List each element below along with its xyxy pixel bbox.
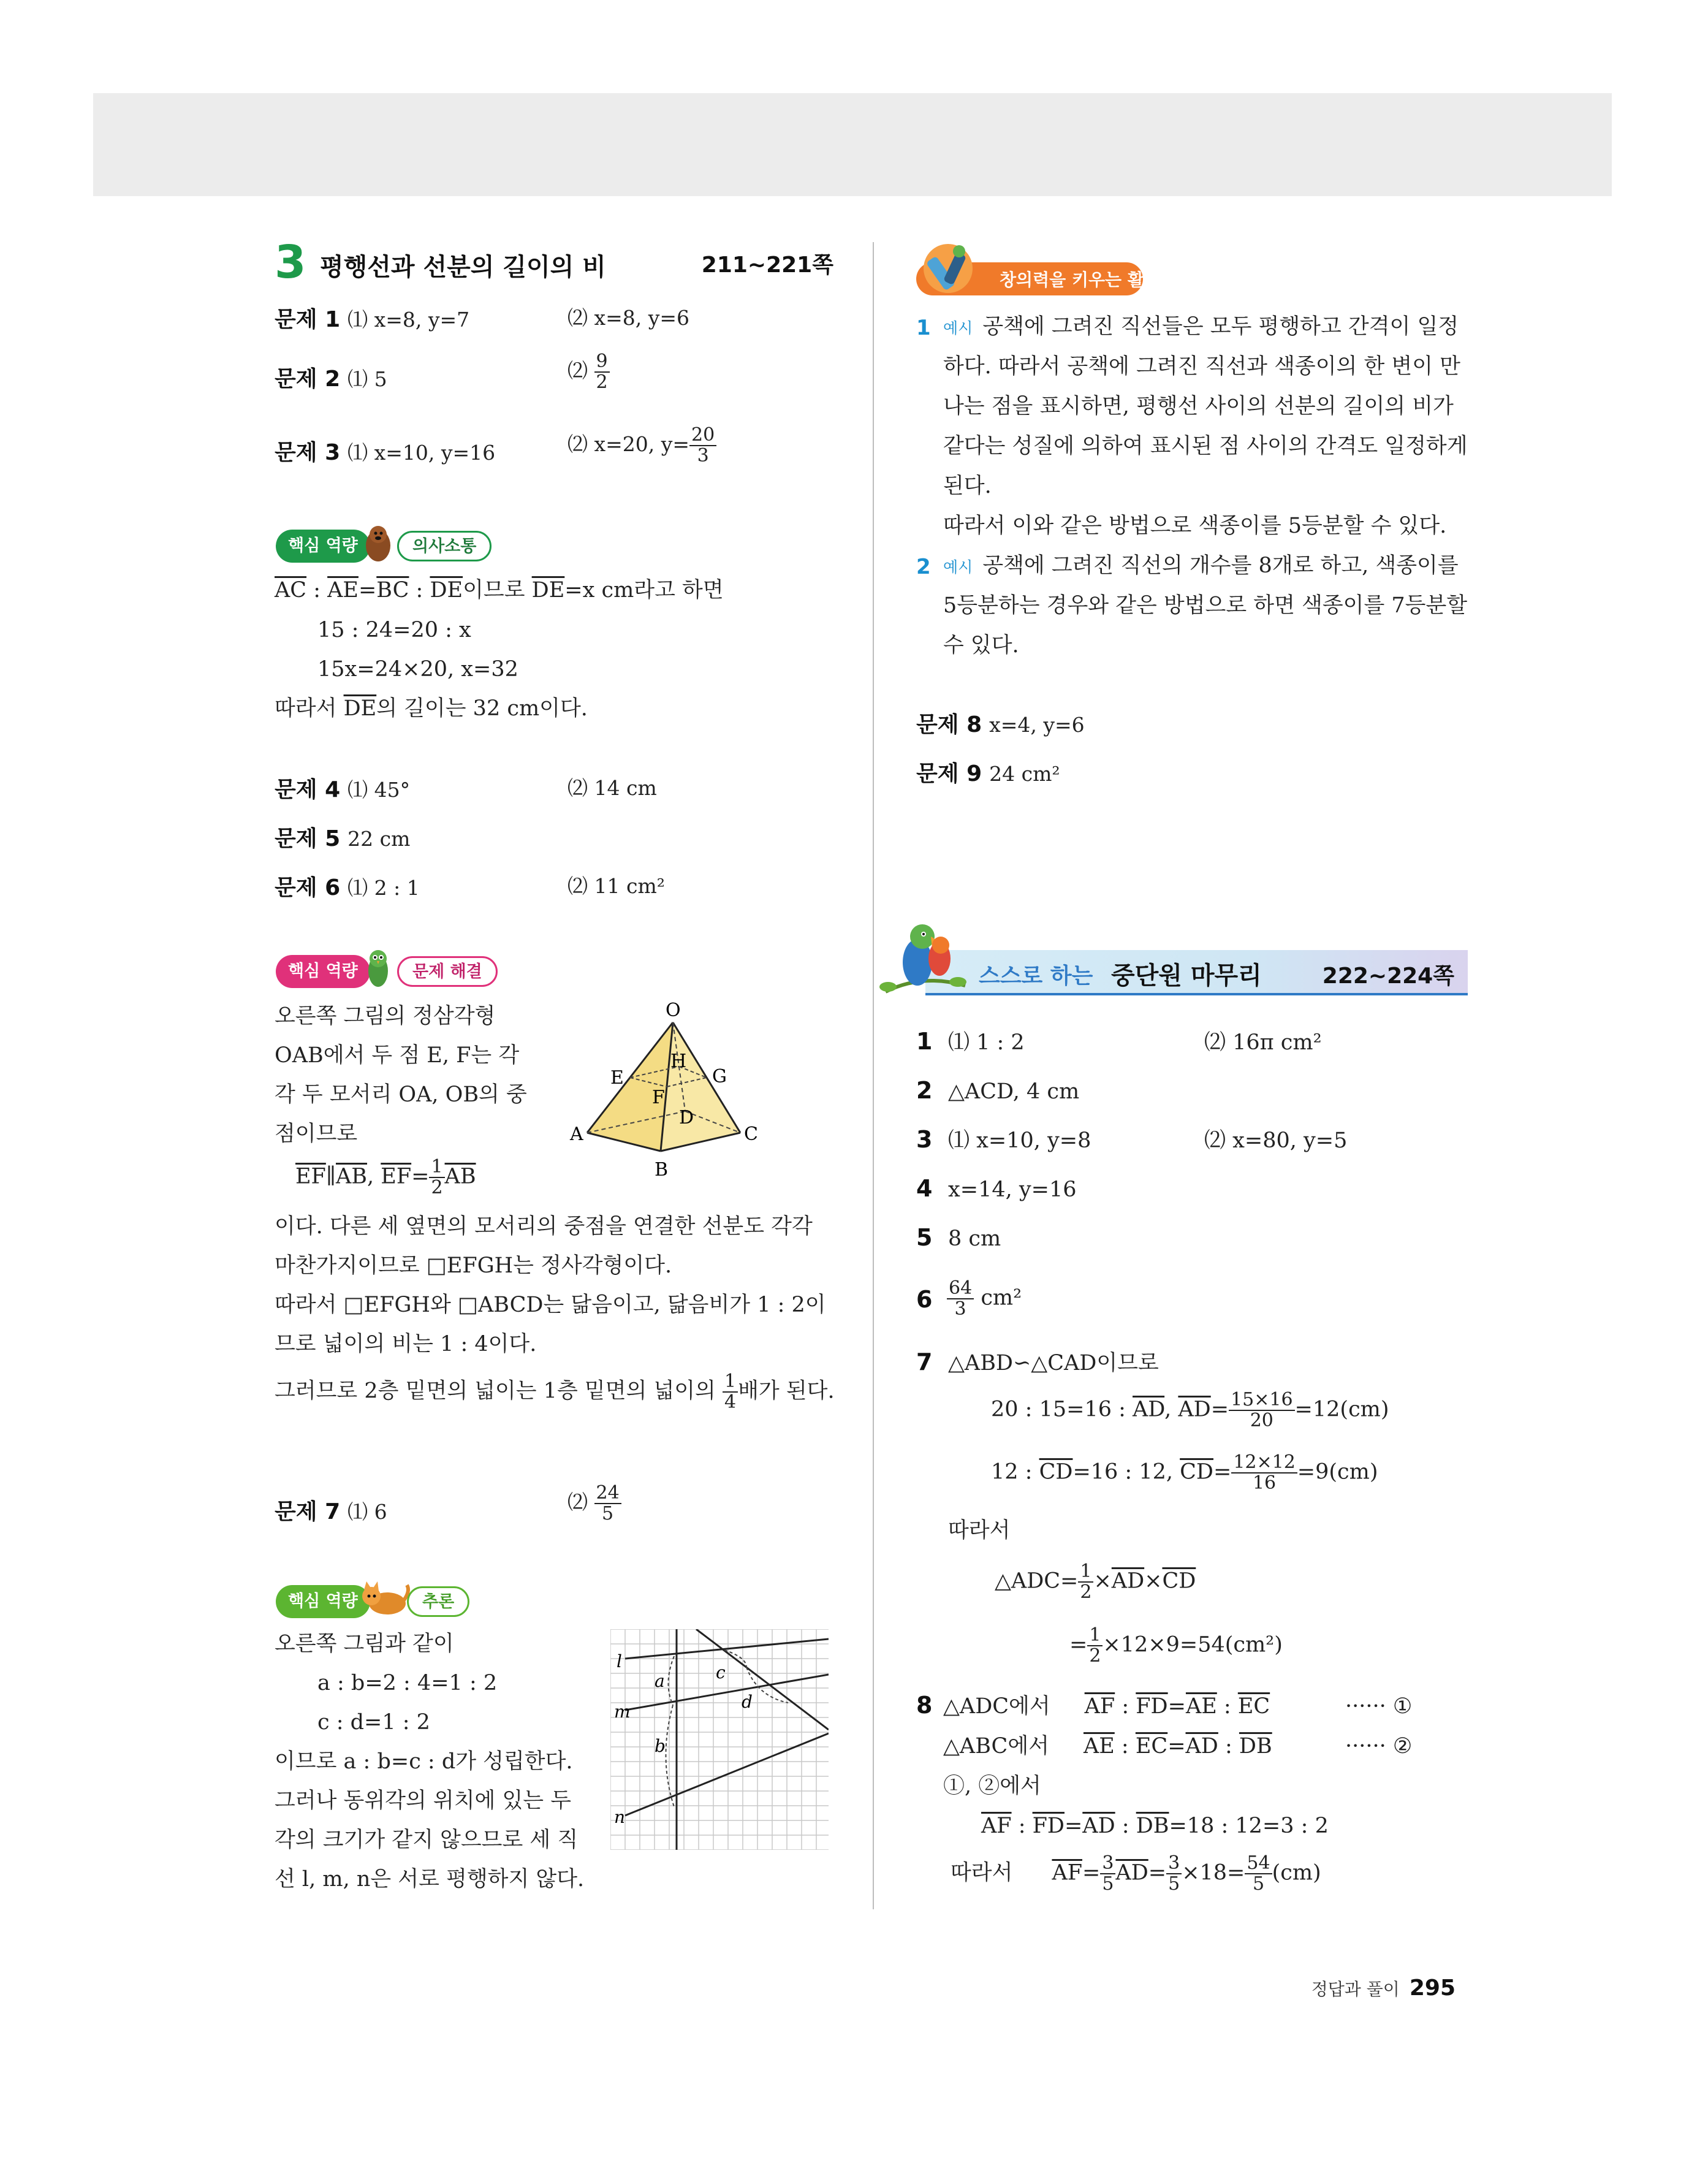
numerator: 3: [1100, 1854, 1115, 1874]
segment: $\overline{CD}$: [1162, 1569, 1196, 1594]
banner-text: 창의력을 키우는 활동: [1000, 270, 1161, 290]
segment: $\overline{EF}$: [381, 1164, 412, 1189]
text: ×: [1093, 1569, 1112, 1594]
fraction: [594, 1483, 621, 1524]
solve-line-8: 따라서 □EFGH와 □ABCD는 닮음이고, 닮음비가 1 : 2이: [275, 1293, 826, 1317]
text: ,: [1164, 1397, 1179, 1422]
review-8-mark-2: ······ ②: [1345, 1734, 1413, 1759]
answer-prefix: ⑵ x=20, y=: [567, 432, 690, 456]
problem-7: [275, 1482, 620, 1526]
text: :: [1115, 1814, 1136, 1838]
problem-label: 문제 7: [275, 1499, 341, 1524]
answer-2: ⑵ 14 cm: [567, 776, 657, 800]
problem-label: 문제 6: [275, 875, 341, 900]
fraction: [1245, 1854, 1272, 1894]
fraction: [429, 1157, 444, 1198]
text: =: [1167, 1694, 1186, 1719]
answer-2: ⑵ 11 cm²: [567, 874, 665, 898]
denominator: 3: [954, 1298, 966, 1320]
problem-label: 문제 4: [275, 777, 341, 802]
problem-label: 문제 8: [916, 712, 982, 737]
numerator: 1: [429, 1157, 444, 1178]
segment: $\overline{AE}$: [1083, 1734, 1115, 1759]
segment: $\overline{FD}$: [1136, 1694, 1168, 1719]
answer-2: ⑵ x=8, y=6: [567, 306, 690, 330]
text: =: [358, 578, 377, 603]
creative-activity-banner: [916, 238, 1161, 299]
cat-mascot-icon: [359, 1576, 411, 1619]
fraction: [1100, 1854, 1115, 1894]
label-H: H: [670, 1051, 687, 1072]
review-title: 중단원 마무리: [1111, 962, 1262, 990]
answer-1: ⑴ 2 : 1: [347, 876, 420, 900]
activity-2-line-3: 수 있다.: [943, 633, 1019, 658]
review-8-line-5: [951, 1854, 1321, 1903]
text: ×: [1144, 1569, 1163, 1594]
numerator: 1: [723, 1372, 738, 1393]
review-prefix: 스스로 하는: [979, 964, 1093, 989]
fraction: [594, 352, 610, 392]
numerator: 64: [947, 1279, 974, 1299]
text: =18 : 12=3 : 2: [1169, 1814, 1329, 1838]
problem-1: [275, 302, 690, 333]
pencil-mascot-icon: [916, 238, 984, 299]
badge-left: 핵심 역량: [276, 955, 370, 988]
reason-line-1: 오른쪽 그림과 같이: [275, 1632, 454, 1656]
text: =: [1082, 1860, 1101, 1885]
reason-line-4: 이므로 a : b=c : d가 성립한다.: [275, 1749, 573, 1774]
core-skill-badge-problem-solving: [276, 955, 496, 989]
problem-8: [916, 707, 1085, 739]
answer-1: ⑴ 5: [347, 367, 387, 391]
text: :: [409, 578, 430, 603]
denominator: 2: [431, 1177, 443, 1198]
numerator: 1: [1087, 1626, 1103, 1646]
review-6-number: 6: [916, 1286, 933, 1313]
answer-1: ⑴ 45°: [347, 778, 411, 802]
review-4-a: x=14, y=16: [948, 1177, 1077, 1202]
badge-right: 문제 해결: [397, 956, 498, 987]
review-pages: 222~224쪽: [1322, 964, 1454, 989]
activity-1-line-5: 된다.: [943, 474, 992, 498]
problem-label: 문제 9: [916, 761, 982, 786]
fraction: [1078, 1562, 1093, 1602]
denominator: 4: [724, 1391, 737, 1413]
header-band: [93, 93, 1612, 196]
fraction: [947, 1279, 974, 1319]
unit: cm²: [981, 1285, 1022, 1310]
communication-line-4: [275, 696, 588, 721]
reason-line-6: 각의 크기가 같지 않으므로 세 직: [275, 1828, 579, 1852]
activity-1-line-6: 따라서 이와 같은 방법으로 색종이를 5등분할 수 있다.: [943, 514, 1447, 538]
segment: $\overline{AD}$: [1133, 1397, 1165, 1422]
section-number: 3: [275, 236, 306, 289]
label-O: O: [666, 1000, 681, 1021]
solve-line-10: [275, 1372, 835, 1418]
fraction: [1231, 1453, 1297, 1493]
activity-1-line-3: 나는 점을 표시하면, 평행선 사이의 선분의 길이의 비가: [943, 394, 1454, 419]
review-8-mark-1: ······ ①: [1345, 1694, 1413, 1719]
text: :: [1114, 1734, 1136, 1759]
answer: x=4, y=6: [989, 713, 1085, 737]
review-2-number: 2: [916, 1077, 933, 1104]
segment: $\overline{AD}$: [1115, 1860, 1148, 1885]
section-title: 평행선과 선분의 길이의 비: [320, 253, 606, 281]
segment: $\overline{CD}$: [1180, 1459, 1213, 1485]
text: =: [1069, 1632, 1088, 1657]
text: =: [1148, 1860, 1167, 1885]
label-A: A: [570, 1124, 583, 1145]
review-1-number: 1: [916, 1028, 933, 1055]
text: =16 : 12,: [1072, 1459, 1180, 1485]
solve-line-2: OAB에서 두 점 E, F는 각: [275, 1043, 520, 1068]
denominator: 2: [1080, 1581, 1092, 1603]
answer-2: [567, 1483, 621, 1524]
text: 따라서: [275, 696, 344, 721]
badge-left: 핵심 역량: [276, 530, 370, 563]
segment: $\overline{AC}$: [275, 578, 307, 603]
text: :: [306, 578, 328, 603]
numerator: 20: [689, 425, 716, 446]
denominator: 5: [1102, 1873, 1114, 1895]
segment: $\overline{BC}$: [376, 578, 409, 603]
review-7-therefore: 따라서: [948, 1518, 1011, 1543]
review-3-a: ⑴ x=10, y=8: [948, 1128, 1091, 1153]
review-8-line-3: ①, ②에서: [943, 1774, 1041, 1798]
text: 그러므로 2층 밑면의 넓이는 1층 밑면의 넓이의: [275, 1379, 723, 1404]
text: ×18=: [1182, 1860, 1245, 1885]
label-G: G: [712, 1066, 727, 1087]
segment: $\overline{EC}$: [1135, 1734, 1168, 1759]
core-skill-badge-reasoning: [276, 1585, 484, 1619]
segment: $\overline{DB}$: [1136, 1814, 1169, 1838]
solve-line-1: 오른쪽 그림의 정삼각형: [275, 1004, 496, 1029]
review-7-number: 7: [916, 1348, 933, 1375]
text: 공책에 그려진 직선들은 모두 평행하고 간격이 일정: [982, 314, 1459, 339]
problem-label: 문제 3: [275, 440, 341, 465]
text: =: [1064, 1814, 1083, 1838]
problem-label: 문제 2: [275, 367, 341, 392]
problem-3: [275, 424, 715, 466]
segment: $\overline{FD}$: [1032, 1814, 1065, 1838]
answer-2: [567, 425, 716, 466]
text: :: [1218, 1734, 1239, 1759]
solve-line-5: [295, 1157, 476, 1200]
text: =x cm라고 하면: [564, 578, 724, 603]
segment: $\overline{EF}$: [295, 1164, 326, 1189]
review-6-a: [947, 1279, 1022, 1323]
answer: 24 cm²: [989, 762, 1060, 786]
label-B: B: [655, 1159, 669, 1181]
denominator: 20: [1250, 1410, 1273, 1431]
label-l: l: [617, 1651, 622, 1671]
review-8-number: 8: [916, 1692, 933, 1719]
problem-label: 문제 1: [275, 307, 341, 332]
review-2-a: △ACD, 4 cm: [948, 1079, 1080, 1104]
solve-line-3: 각 두 모서리 OA, OB의 중: [275, 1082, 527, 1107]
review-8-line-2: [943, 1733, 1272, 1759]
label-b: b: [655, 1736, 666, 1756]
segment: $\overline{AD}$: [1178, 1397, 1211, 1422]
answer-prefix: ⑵: [567, 359, 588, 382]
segment: $\overline{AD}$: [1082, 1814, 1115, 1838]
text: ,: [367, 1164, 381, 1189]
denominator: 3: [697, 445, 709, 466]
text: 이므로: [463, 578, 532, 603]
text: ×12×9=54(cm²): [1103, 1632, 1283, 1657]
problem-9: [916, 756, 1060, 788]
text: 공책에 그려진 직선의 개수를 8개로 하고, 색종이를: [982, 553, 1459, 578]
answer-2: [567, 352, 610, 392]
footer-label: 정답과 풀이: [1311, 1979, 1400, 1999]
reason-line-3: c : d=1 : 2: [317, 1710, 430, 1735]
review-8-line-1: [943, 1694, 1270, 1719]
review-1-b: ⑵ 16π cm²: [1204, 1030, 1322, 1055]
review-7-eq-1: [991, 1390, 1389, 1437]
numerator: 3: [1166, 1854, 1182, 1874]
text: :: [1216, 1694, 1238, 1719]
communication-line-2: 15 : 24=20 : x: [317, 618, 471, 642]
segment: $\overline{CD}$: [1039, 1459, 1073, 1485]
numerator: 24: [594, 1483, 621, 1504]
text: =: [1210, 1397, 1229, 1422]
review-1-a: ⑴ 1 : 2: [948, 1030, 1025, 1055]
text: △ADC=: [995, 1569, 1079, 1594]
text: 20 : 15=16 :: [991, 1397, 1133, 1422]
page-number: 295: [1409, 1976, 1456, 2001]
review-7-eq-3: [995, 1562, 1196, 1608]
page-footer: [1311, 1976, 1456, 2001]
core-skill-badge-communication: [276, 530, 484, 564]
answer-1: ⑴ 6: [347, 1500, 387, 1524]
segment: $\overline{AD}$: [1111, 1569, 1145, 1594]
activity-1-line-1: [943, 314, 1459, 341]
review-8-line-4: [981, 1813, 1329, 1839]
text: :: [1115, 1694, 1136, 1719]
label-C: C: [744, 1124, 758, 1145]
label-c: c: [716, 1662, 726, 1683]
activity-1-line-2: 하다. 따라서 공책에 그려진 직선과 색종이의 한 변이 만: [943, 354, 1460, 379]
review-7-eq-4: [1069, 1626, 1283, 1672]
communication-line-3: 15x=24×20, x=32: [317, 657, 518, 682]
parrot-mascot-icon: [879, 918, 971, 1004]
pyramid-figure: [563, 998, 832, 1194]
arc-b: [666, 1705, 674, 1807]
bird-mascot-icon: [359, 946, 397, 989]
segment: $\overline{DE}$: [430, 578, 463, 603]
text: (cm): [1272, 1860, 1321, 1885]
answer-1: ⑴ x=10, y=16: [347, 441, 496, 465]
dog-mascot-icon: [359, 521, 397, 564]
label-n: n: [614, 1807, 626, 1827]
text: 12 :: [991, 1459, 1039, 1485]
problem-6: [275, 870, 665, 902]
grid-lines-figure: [610, 1629, 829, 1850]
review-3-b: ⑵ x=80, y=5: [1204, 1128, 1348, 1153]
problem-label: 문제 5: [275, 826, 341, 851]
text: =: [411, 1164, 430, 1189]
activity-2-line-1: [943, 553, 1459, 580]
answer-prefix: ⑵: [567, 1490, 588, 1514]
label-F: F: [652, 1087, 665, 1108]
solve-line-4: 점이므로: [275, 1122, 358, 1146]
problem-5: [275, 821, 410, 853]
label-E: E: [610, 1067, 624, 1089]
solve-line-9: 므로 넓이의 비는 1 : 4이다.: [275, 1332, 537, 1356]
segment: $\overline{AB}$: [336, 1164, 368, 1189]
numerator: 9: [594, 352, 610, 373]
fraction: [689, 425, 716, 466]
text: 배가 된다.: [738, 1379, 835, 1404]
text: :: [1011, 1814, 1033, 1838]
text: ∥: [325, 1164, 336, 1189]
text: =12(cm): [1294, 1397, 1389, 1422]
section-pages: 211~221쪽: [701, 253, 833, 278]
text: =9(cm): [1297, 1459, 1378, 1485]
solve-line-7: 마찬가지이므로 □EFGH는 정사각형이다.: [275, 1253, 672, 1278]
example-tag: 예시: [943, 319, 973, 337]
label-m: m: [614, 1702, 631, 1722]
segment: $\overline{EC}$: [1237, 1694, 1270, 1719]
text: 따라서: [951, 1860, 1013, 1885]
pyramid-face-right: [661, 1022, 740, 1151]
activity-2-line-2: 5등분하는 경우와 같은 방법으로 하면 색종이를 7등분할: [943, 593, 1468, 618]
fraction: [723, 1372, 738, 1412]
text: △ABC에서: [943, 1734, 1049, 1759]
label-D: D: [679, 1107, 694, 1128]
text: 의 길이는 32 cm이다.: [376, 696, 588, 721]
segment: $\overline{AD}$: [1185, 1734, 1218, 1759]
denominator: 2: [596, 371, 608, 393]
numerator: 1: [1078, 1562, 1093, 1583]
fraction: [1166, 1854, 1182, 1894]
answer-1: 22 cm: [347, 827, 411, 851]
badge-right: 의사소통: [397, 531, 492, 561]
reason-line-7: 선 l, m, n은 서로 평행하지 않다.: [275, 1867, 585, 1892]
badge-left: 핵심 역량: [276, 1585, 370, 1618]
activity-1-line-4: 같다는 성질에 의하여 표시된 점 사이의 간격도 일정하게: [943, 434, 1468, 458]
label-d: d: [742, 1692, 753, 1712]
problem-4: [275, 772, 657, 804]
segment: $\overline{DE}$: [531, 578, 565, 603]
text: =: [1167, 1734, 1186, 1759]
line-l: [625, 1639, 829, 1659]
segment: $\overline{AE}$: [327, 578, 359, 603]
review-7-eq-2: [991, 1453, 1378, 1499]
label-a: a: [655, 1671, 665, 1691]
activity-2-number: 2: [916, 555, 931, 579]
segment: $\overline{AF}$: [981, 1814, 1012, 1838]
segment: $\overline{DE}$: [343, 696, 377, 721]
solve-line-6: 이다. 다른 세 옆면의 모서리의 중점을 연결한 선분도 각각: [275, 1214, 813, 1239]
segment: $\overline{DB}$: [1239, 1734, 1272, 1759]
fraction: [1229, 1390, 1294, 1431]
column-divider: [873, 242, 874, 1909]
answer-1: ⑴ x=8, y=7: [347, 308, 470, 332]
denominator: 5: [602, 1503, 614, 1524]
activity-1-number: 1: [916, 316, 931, 340]
segment: $\overline{AE}$: [1185, 1694, 1217, 1719]
example-tag: 예시: [943, 558, 973, 576]
review-5-a: 8 cm: [948, 1226, 1001, 1251]
fraction: [1087, 1626, 1103, 1666]
denominator: 16: [1252, 1472, 1277, 1494]
numerator: 15×16: [1229, 1390, 1294, 1411]
reason-line-2: a : b=2 : 4=1 : 2: [317, 1671, 498, 1695]
section-header: [275, 238, 832, 287]
text: △ADC에서: [943, 1694, 1050, 1719]
communication-line-1: [275, 577, 724, 603]
denominator: 5: [1168, 1873, 1180, 1895]
review-3-number: 3: [916, 1126, 933, 1153]
problem-2: [275, 351, 608, 393]
text: =: [1213, 1459, 1232, 1485]
review-5-number: 5: [916, 1224, 933, 1251]
segment: $\overline{AB}$: [444, 1164, 476, 1189]
segment: $\overline{AF}$: [1052, 1860, 1082, 1885]
badge-right: 추론: [407, 1586, 469, 1617]
review-4-number: 4: [916, 1175, 933, 1202]
numerator: 54: [1245, 1854, 1272, 1874]
segment: $\overline{AF}$: [1084, 1694, 1115, 1719]
denominator: 5: [1252, 1873, 1265, 1895]
reason-line-5: 그러나 동위각의 위치에 있는 두: [275, 1789, 572, 1813]
denominator: 2: [1089, 1645, 1101, 1667]
mid-unit-review-banner: [879, 918, 1468, 1004]
review-7-head: △ABD∽△CAD이므로: [948, 1351, 1159, 1375]
numerator: 12×12: [1231, 1453, 1297, 1474]
